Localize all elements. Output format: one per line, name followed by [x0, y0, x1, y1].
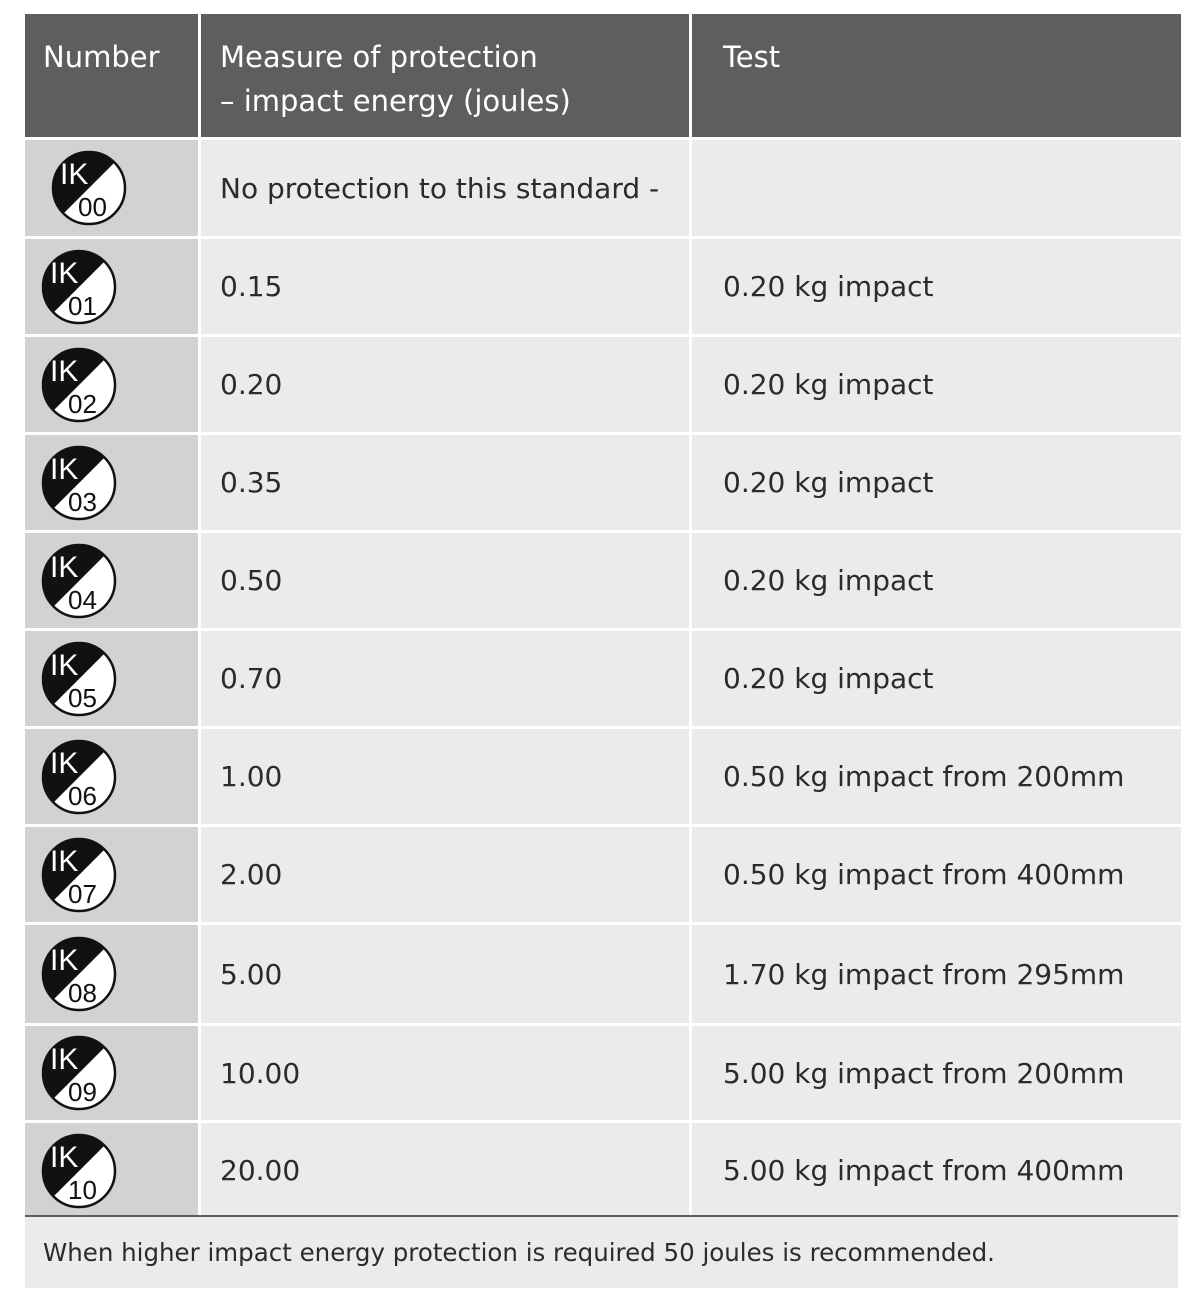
ik-number-cell [25, 140, 198, 236]
test-cell: 5.00 kg impact from 400mm [692, 1123, 1181, 1218]
ik-rating-table [25, 14, 1178, 1218]
ik-number-cell [25, 729, 198, 824]
test-cell: 0.50 kg impact from 200mm [692, 729, 1181, 824]
badge-code-label: 07 [68, 878, 97, 909]
impact-energy-cell: 0.20 [201, 337, 689, 432]
impact-energy-cell: 1.00 [201, 729, 689, 824]
ik-badge-icon [41, 1035, 117, 1111]
badge-ik-label: IK [50, 944, 79, 977]
badge-code-label: 03 [68, 486, 97, 517]
test-cell: 0.20 kg impact [692, 533, 1181, 628]
ik-number-cell [25, 1026, 198, 1120]
table-row [25, 533, 1178, 628]
impact-energy-cell: 5.00 [201, 925, 689, 1023]
ik-badge-icon [41, 641, 117, 717]
badge-ik-label: IK [50, 1140, 79, 1174]
impact-energy-cell: 0.50 [201, 533, 689, 628]
badge-code-label: 02 [68, 388, 97, 419]
table-row [25, 140, 1178, 236]
badge-ik-label: IK [50, 452, 79, 486]
impact-energy-cell: 0.15 [201, 239, 689, 334]
badge-ik-label: IK [50, 844, 79, 878]
test-cell: 0.20 kg impact [692, 631, 1181, 726]
ik-number-cell [25, 337, 198, 432]
header-number: Number [25, 14, 198, 137]
impact-energy-cell: 20.00 [201, 1123, 689, 1218]
badge-code-label: 01 [68, 290, 97, 321]
ik-badge-icon [41, 347, 117, 423]
ik-number-cell [25, 1123, 198, 1218]
header-measure [201, 14, 689, 137]
table-row [25, 1026, 1178, 1120]
impact-energy-cell: 0.35 [201, 435, 689, 530]
badge-ik-label: IK [60, 158, 89, 191]
header-measure-line1: Measure of protection [220, 40, 538, 74]
badge-code-label: 05 [68, 682, 97, 713]
ik-badge-icon [51, 150, 127, 226]
ik-number-cell [25, 435, 198, 530]
header-test: Test [692, 14, 1181, 137]
table-row [25, 239, 1178, 334]
impact-energy-cell: 2.00 [201, 827, 689, 922]
table-header [25, 14, 1178, 137]
test-cell [692, 140, 1181, 236]
table-row [25, 925, 1178, 1023]
badge-code-label: 08 [68, 978, 97, 1008]
ik-number-cell [25, 925, 198, 1023]
impact-energy-cell: 0.70 [201, 631, 689, 726]
ik-badge-icon [41, 445, 117, 521]
badge-ik-label: IK [50, 746, 79, 780]
badge-ik-label: IK [50, 1043, 79, 1076]
ik-badge-icon [41, 249, 117, 325]
test-cell: 0.20 kg impact [692, 337, 1181, 432]
ik-badge-icon [41, 936, 117, 1012]
badge-code-label: 10 [68, 1174, 97, 1205]
test-cell: 0.20 kg impact [692, 239, 1181, 334]
badge-ik-label: IK [50, 256, 79, 290]
badge-ik-label: IK [50, 648, 79, 682]
table-body [25, 140, 1178, 1218]
test-cell: 1.70 kg impact from 295mm [692, 925, 1181, 1023]
ik-number-cell [25, 827, 198, 922]
badge-code-label: 06 [68, 780, 97, 811]
badge-ik-label: IK [50, 550, 79, 584]
badge-code-label: 00 [78, 192, 107, 222]
test-cell: 0.50 kg impact from 400mm [692, 827, 1181, 922]
test-cell: 0.20 kg impact [692, 435, 1181, 530]
badge-ik-label: IK [50, 354, 79, 388]
ik-badge-icon [41, 543, 117, 619]
table-row [25, 1123, 1178, 1218]
ik-badge-icon [41, 837, 117, 913]
header-measure-line2: – impact energy (joules) [220, 84, 571, 118]
impact-energy-cell: No protection to this standard - [201, 140, 689, 236]
badge-code-label: 04 [68, 584, 97, 615]
badge-code-label: 09 [68, 1077, 97, 1107]
table-row [25, 827, 1178, 922]
ik-badge-icon [41, 739, 117, 815]
footer-note: When higher impact energy protection is required 50 joules is recommended. [25, 1215, 1178, 1288]
ik-number-cell [25, 533, 198, 628]
test-cell: 5.00 kg impact from 200mm [692, 1026, 1181, 1120]
ik-badge-icon [41, 1133, 117, 1209]
ik-number-cell [25, 631, 198, 726]
table-row [25, 435, 1178, 530]
impact-energy-cell: 10.00 [201, 1026, 689, 1120]
ik-number-cell [25, 239, 198, 334]
table-row [25, 631, 1178, 726]
table-row [25, 337, 1178, 432]
table-row [25, 729, 1178, 824]
